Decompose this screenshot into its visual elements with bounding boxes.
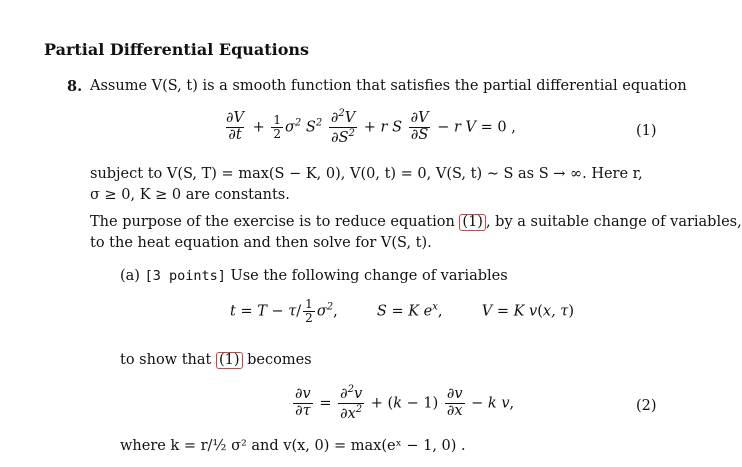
equation-2: $\frac{\partial v}{\partial\tau}$ = $\frac{\partial^2v}{\partial x^2}$ + (k − 1) $\frac{\partial v}{\partial x}$ − k v, <box>295 384 515 422</box>
section-title: Partial Differential Equations <box>44 40 310 59</box>
part-a-points: [3 points] <box>144 268 226 284</box>
purpose-line-2: to the heat equation and then solve for V(S, t). <box>90 235 432 251</box>
part-a-heading <box>120 268 508 284</box>
part-a-label: (a) <box>120 268 140 284</box>
equation-1: $\frac{\partial V}{\partial t}$ + $\frac{1}{2}$ $\sigma^2$ $S^2$ $\frac{\partial^2V}{\partial S^2}$ + r S $\frac{\partial V}{\partial S}$ − r V = 0 , <box>226 108 516 146</box>
boundary-conditions-line-2: σ ≥ 0, K ≥ 0 are constants. <box>90 187 290 203</box>
problem-number: 8. <box>67 78 83 95</box>
equation-reference-link[interactable]: (1) <box>459 214 486 231</box>
boundary-conditions-line-1: subject to V(S, T) = max(S − K, 0), V(0, t) = 0, V(S, t) ∼ S as S → ∞. Here r, <box>90 166 643 182</box>
purpose-line-1: The purpose of the exercise is to reduce equation (1) , by a suitable change of variables, <box>90 214 742 230</box>
problem-intro: Assume V(S, t) is a smooth function that satisfies the partial differential equation <box>90 78 687 94</box>
show-line: to show that (1) becomes <box>120 352 312 368</box>
where-line: where k = r/½ σ² and v(x, 0) = max(eˣ − 1, 0) . <box>120 438 466 454</box>
change-of-variables: t = T − τ/ $\frac{1}{2}$ $\sigma^2$, S = K $e^x$, V = K v(x, τ) <box>230 297 574 326</box>
equation-2-number: (2) <box>636 398 657 414</box>
equation-1-number: (1) <box>636 123 657 139</box>
part-a-text: Use the following change of variables <box>230 268 508 284</box>
equation-reference-link-2[interactable]: (1) <box>216 352 243 369</box>
